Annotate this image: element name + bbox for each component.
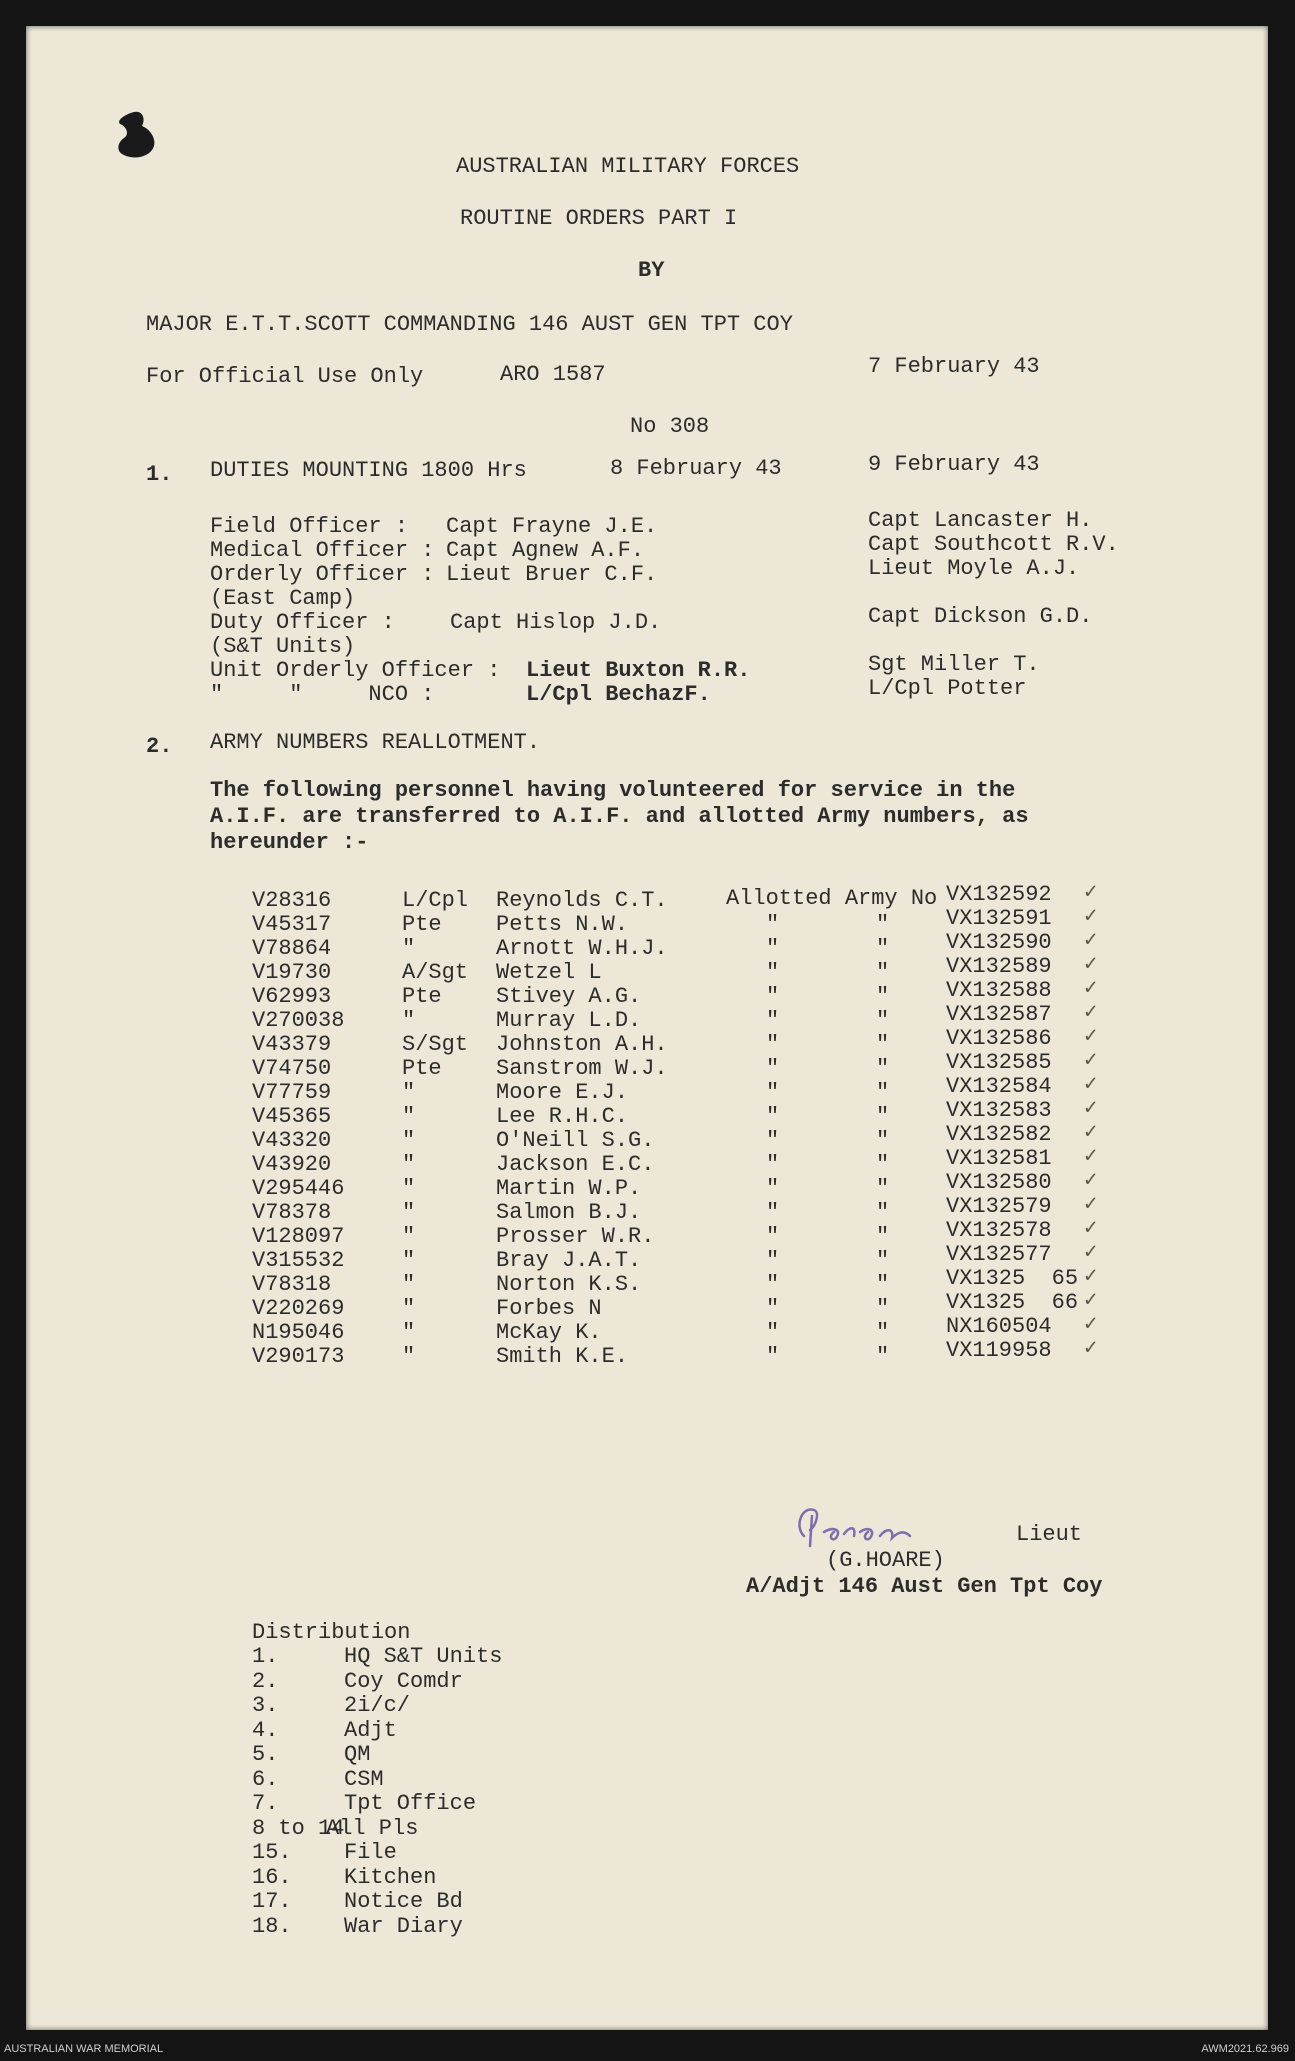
rank: Pte	[402, 1056, 442, 1081]
old-army-number: V19730	[252, 960, 332, 985]
rank: "	[402, 936, 416, 961]
section-2-number: 2.	[146, 734, 173, 759]
duty-role: Medical Officer :	[210, 538, 435, 563]
ditto-mark: "	[876, 1296, 890, 1321]
personnel-name: Wetzel L	[496, 960, 602, 985]
rank: "	[402, 1248, 416, 1273]
distribution-number: 8 to 14	[252, 1815, 345, 1841]
distribution-number: 7.	[252, 1791, 279, 1816]
new-army-number: VX132590	[946, 930, 1052, 955]
new-army-number: VX132585	[946, 1050, 1052, 1075]
old-army-number: V78318	[252, 1272, 332, 1297]
ditto-mark: "	[876, 984, 890, 1009]
distribution-number: 6.	[252, 1766, 279, 1792]
footer-institution: AUSTRALIAN WAR MEMORIAL	[4, 2043, 164, 2055]
old-army-number: V77759	[252, 1080, 332, 1105]
old-army-number: V78378	[252, 1200, 332, 1225]
duty-role: Orderly Officer :	[210, 562, 435, 587]
header-line-2: ROUTINE ORDERS PART I	[460, 206, 738, 231]
new-army-number: VX132586	[946, 1026, 1052, 1051]
distribution-label: Coy Comdr	[344, 1668, 463, 1694]
rank: L/Cpl	[402, 888, 469, 913]
new-army-number: VX132581	[946, 1146, 1052, 1171]
duty-name-day-1: Lieut Buxton R.R.	[526, 658, 751, 683]
new-army-number: VX132587	[946, 1002, 1052, 1027]
distribution-label: QM	[344, 1742, 371, 1767]
check-mark: ✓	[1084, 880, 1098, 905]
distribution-number: 4.	[252, 1717, 279, 1743]
check-mark: ✓	[1084, 976, 1098, 1001]
check-mark: ✓	[1084, 1072, 1098, 1097]
header-line-4: MAJOR E.T.T.SCOTT COMMANDING 146 AUST GEN TPT COY	[146, 312, 793, 337]
ditto-mark: "	[876, 912, 890, 937]
check-mark: ✓	[1084, 1336, 1098, 1361]
ditto-mark: "	[876, 1056, 890, 1081]
distribution-number: 3.	[252, 1693, 279, 1718]
check-mark: ✓	[1084, 1144, 1098, 1169]
old-army-number: V315532	[252, 1248, 345, 1273]
old-army-number: V45317	[252, 912, 332, 937]
check-mark: ✓	[1084, 1240, 1098, 1265]
personnel-name: McKay K.	[496, 1320, 602, 1345]
new-army-number: VX132577	[946, 1242, 1052, 1267]
duty-name-day-2: Capt Dickson G.D.	[868, 604, 1093, 629]
official-use-label: For Official Use Only	[146, 364, 424, 389]
check-mark: ✓	[1084, 1288, 1098, 1313]
ditto-mark: "	[766, 1080, 780, 1105]
distribution-number: 16.	[252, 1864, 292, 1890]
section-1-number: 1.	[146, 462, 173, 487]
duty-name-day-1: Capt Hislop J.D.	[450, 610, 662, 635]
ditto-mark: "	[766, 1224, 780, 1249]
rank: "	[402, 1224, 416, 1249]
new-army-number: VX132589	[946, 954, 1052, 979]
ditto-mark: "	[766, 1056, 780, 1081]
section-2-title: ARMY NUMBERS REALLOTMENT.	[210, 730, 541, 755]
new-army-number: VX132592	[946, 882, 1052, 907]
rank: "	[402, 1176, 416, 1201]
distribution-label: All Pls	[326, 1815, 419, 1841]
personnel-name: O'Neill S.G.	[496, 1128, 655, 1153]
ditto-mark: "	[876, 1344, 890, 1369]
duty-name-day-1: Lieut Bruer C.F.	[446, 562, 658, 587]
distribution-number: 15.	[252, 1840, 292, 1865]
ditto-mark: "	[876, 1272, 890, 1297]
new-army-number: VX132578	[946, 1218, 1052, 1243]
ditto-mark: "	[876, 1248, 890, 1273]
personnel-name: Smith K.E.	[496, 1344, 629, 1369]
header-line-3: BY	[638, 258, 665, 283]
personnel-name: Reynolds C.T.	[496, 888, 668, 913]
old-army-number: V290173	[252, 1344, 345, 1369]
duty-name-day-2: Capt Southcott R.V.	[868, 532, 1119, 557]
ditto-mark: "	[766, 1272, 780, 1297]
new-army-number: VX132591	[946, 906, 1052, 931]
ditto-mark: "	[766, 936, 780, 961]
check-mark: ✓	[1084, 1312, 1098, 1337]
ditto-mark: "	[766, 1008, 780, 1033]
personnel-name: Moore E.J.	[496, 1080, 629, 1105]
distribution-number: 17.	[252, 1889, 292, 1914]
check-mark: ✓	[1084, 928, 1098, 953]
section-1-date-2: 9 February 43	[868, 452, 1040, 477]
aro-number: ARO 1587	[500, 362, 606, 387]
distribution-title: Distribution	[252, 1620, 411, 1645]
duty-role: Duty Officer :	[210, 610, 395, 635]
duty-role: (S&T Units)	[210, 634, 356, 659]
old-army-number: V220269	[252, 1296, 345, 1321]
ditto-mark: "	[876, 1104, 890, 1129]
old-army-number: V28316	[252, 888, 332, 913]
ditto-mark: "	[766, 1176, 780, 1201]
ditto-mark: "	[766, 1320, 780, 1345]
check-mark: ✓	[1084, 1120, 1098, 1145]
rank: "	[402, 1152, 416, 1177]
handwritten-signature	[784, 1496, 994, 1556]
old-army-number: V74750	[252, 1056, 332, 1081]
check-mark: ✓	[1084, 1264, 1098, 1289]
ditto-mark: "	[766, 1128, 780, 1153]
order-date: 7 February 43	[868, 354, 1040, 379]
new-army-number: NX160504	[946, 1314, 1052, 1339]
ditto-mark: "	[766, 1248, 780, 1273]
new-army-number: VX1325 65	[946, 1266, 1079, 1291]
duty-role: Unit Orderly Officer :	[210, 658, 501, 683]
distribution-number: 18.	[252, 1913, 292, 1939]
ditto-mark: "	[876, 1128, 890, 1153]
signatory-name: (G.HOARE)	[826, 1548, 945, 1573]
personnel-name: Johnston A.H.	[496, 1032, 668, 1057]
rank: "	[402, 1272, 416, 1297]
ditto-mark: "	[766, 984, 780, 1009]
new-army-number: VX132584	[946, 1074, 1052, 1099]
ditto-mark: "	[876, 1224, 890, 1249]
ditto-mark: "	[876, 936, 890, 961]
old-army-number: V78864	[252, 936, 332, 961]
ditto-mark: "	[766, 960, 780, 985]
ditto-mark: "	[766, 1032, 780, 1057]
distribution-label: Kitchen	[344, 1864, 437, 1890]
allotted-label: Allotted Army No	[726, 886, 938, 911]
rank: "	[402, 1008, 416, 1033]
distribution-number: 2.	[252, 1668, 279, 1694]
footer-accession: AWM2021.62.969	[1201, 2043, 1289, 2055]
distribution-label: War Diary	[344, 1913, 463, 1939]
rank: "	[402, 1200, 416, 1225]
check-mark: ✓	[1084, 1096, 1098, 1121]
rank: S/Sgt	[402, 1032, 469, 1057]
old-army-number: V270038	[252, 1008, 345, 1033]
personnel-name: Norton K.S.	[496, 1272, 642, 1297]
new-army-number: VX132583	[946, 1098, 1052, 1123]
new-army-number: VX119958	[946, 1338, 1052, 1363]
ink-blot-icon	[112, 108, 162, 168]
distribution-label: File	[344, 1840, 397, 1865]
ditto-mark: "	[876, 1008, 890, 1033]
distribution-number: 5.	[252, 1742, 279, 1767]
rank: "	[402, 1296, 416, 1321]
personnel-name: Murray L.D.	[496, 1008, 642, 1033]
header-line-1: AUSTRALIAN MILITARY FORCES	[456, 154, 800, 179]
duty-name-day-2: Lieut Moyle A.J.	[868, 556, 1080, 581]
personnel-name: Jackson E.C.	[496, 1152, 655, 1177]
distribution-label: Adjt	[344, 1717, 397, 1743]
duty-name-day-2: L/Cpl Potter	[868, 676, 1027, 701]
check-mark: ✓	[1084, 1024, 1098, 1049]
personnel-name: Sanstrom W.J.	[496, 1056, 668, 1081]
check-mark: ✓	[1084, 1216, 1098, 1241]
section-1-date-1: 8 February 43	[610, 456, 782, 481]
new-army-number: VX132582	[946, 1122, 1052, 1147]
personnel-name: Prosser W.R.	[496, 1224, 655, 1249]
distribution-label: HQ S&T Units	[344, 1644, 503, 1669]
rank: "	[402, 1104, 416, 1129]
old-army-number: V43920	[252, 1152, 332, 1177]
duty-name-day-2: Sgt Miller T.	[868, 652, 1040, 677]
rank: "	[402, 1080, 416, 1105]
personnel-name: Petts N.W.	[496, 912, 629, 937]
duty-name-day-1: L/Cpl BechazF.	[526, 682, 711, 707]
old-army-number: V43379	[252, 1032, 332, 1057]
old-army-number: V45365	[252, 1104, 332, 1129]
check-mark: ✓	[1084, 952, 1098, 977]
ditto-mark: "	[876, 1320, 890, 1345]
paragraph-line-3: hereunder :-	[210, 830, 369, 855]
paragraph-line-2: A.I.F. are transferred to A.I.F. and allotted Army numbers, as	[210, 804, 1029, 829]
new-army-number: VX132579	[946, 1194, 1052, 1219]
check-mark: ✓	[1084, 1168, 1098, 1193]
personnel-name: Stivey A.G.	[496, 984, 642, 1009]
ditto-mark: "	[876, 960, 890, 985]
ditto-mark: "	[876, 1152, 890, 1177]
old-army-number: V128097	[252, 1224, 345, 1249]
personnel-name: Forbes N	[496, 1296, 602, 1321]
personnel-name: Salmon B.J.	[496, 1200, 642, 1225]
new-army-number: VX132580	[946, 1170, 1052, 1195]
duty-name-day-1: Capt Frayne J.E.	[446, 514, 658, 539]
check-mark: ✓	[1084, 1048, 1098, 1073]
personnel-name: Lee R.H.C.	[496, 1104, 629, 1129]
distribution-label: CSM	[344, 1766, 384, 1792]
rank: A/Sgt	[402, 960, 469, 985]
rank: Pte	[402, 912, 442, 937]
duty-role: Field Officer :	[210, 514, 409, 539]
document-page	[26, 26, 1268, 2030]
ditto-mark: "	[876, 1200, 890, 1225]
ditto-mark: "	[766, 1344, 780, 1369]
ditto-mark: "	[876, 1176, 890, 1201]
old-army-number: V62993	[252, 984, 332, 1009]
signatory-rank: Lieut	[1016, 1522, 1083, 1547]
duty-role: (East Camp)	[210, 586, 356, 611]
ditto-mark: "	[876, 1032, 890, 1057]
rank: "	[402, 1320, 416, 1345]
rank: "	[402, 1128, 416, 1153]
personnel-name: Arnott W.H.J.	[496, 936, 668, 961]
ditto-mark: "	[766, 1152, 780, 1177]
rank: Pte	[402, 984, 442, 1009]
personnel-name: Bray J.A.T.	[496, 1248, 642, 1273]
ditto-mark: "	[766, 1200, 780, 1225]
personnel-name: Martin W.P.	[496, 1176, 642, 1201]
order-number: No 308	[630, 414, 710, 439]
duty-role: " " NCO :	[210, 682, 435, 707]
check-mark: ✓	[1084, 904, 1098, 929]
duty-name-day-1: Capt Agnew A.F.	[446, 538, 645, 563]
duty-name-day-2: Capt Lancaster H.	[868, 508, 1093, 533]
distribution-number: 1.	[252, 1644, 279, 1669]
ditto-mark: "	[766, 1296, 780, 1321]
new-army-number: VX132588	[946, 978, 1052, 1003]
distribution-label: Notice Bd	[344, 1889, 463, 1914]
distribution-label: 2i/c/	[344, 1693, 411, 1718]
check-mark: ✓	[1084, 1000, 1098, 1025]
ditto-mark: "	[876, 1080, 890, 1105]
new-army-number: VX1325 66	[946, 1290, 1079, 1315]
paragraph-line-1: The following personnel having volunteered for service in the	[210, 778, 1016, 803]
ditto-mark: "	[766, 912, 780, 937]
old-army-number: N195046	[252, 1320, 345, 1345]
section-1-title: DUTIES MOUNTING 1800 Hrs	[210, 458, 527, 483]
distribution-label: Tpt Office	[344, 1791, 477, 1816]
ditto-mark: "	[766, 1104, 780, 1129]
rank: "	[402, 1344, 416, 1369]
old-army-number: V295446	[252, 1176, 345, 1201]
old-army-number: V43320	[252, 1128, 332, 1153]
check-mark: ✓	[1084, 1192, 1098, 1217]
signatory-position: A/Adjt 146 Aust Gen Tpt Coy	[746, 1574, 1103, 1599]
